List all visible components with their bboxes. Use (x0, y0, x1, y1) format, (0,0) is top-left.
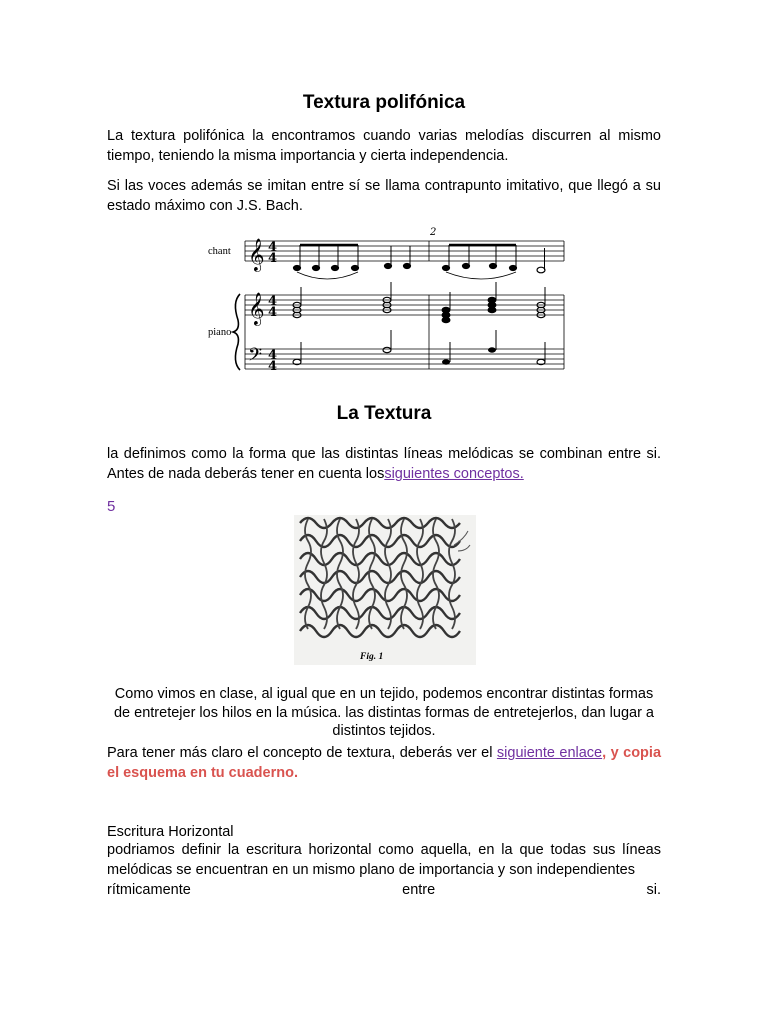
paragraph-link-text: Para tener más claro el concepto de textura, deberás ver el (107, 745, 497, 761)
paragraph-horizontal-text: podriamos definir la escritura horizontal como aquella, en la que todas sus líneas melódicas se encuentran en un mismo plano de importancia y son independientes (107, 842, 661, 878)
page-title: Textura polifónica (302, 92, 466, 113)
music-score (200, 222, 570, 374)
time-sig-bottom: 4 (268, 305, 278, 320)
time-sig-bottom: 4 (268, 251, 278, 266)
music-score-svg (200, 222, 570, 374)
measure-number: 2 (430, 227, 437, 238)
centered-paragraph: Como vimos en clase, al igual que en un tejido, podemos encontrar distintas formas de entretejer los hilos en la música. las distintas formas de entretejerlos, dan lugar a distintos tejidos. (113, 686, 654, 739)
word-ritmicamente: rítmicamente (107, 882, 191, 898)
word-entre: entre (402, 882, 436, 898)
concepts-link[interactable]: siguientes conceptos. (384, 466, 524, 482)
piano-label: piano (208, 327, 232, 338)
treble-clef-icon: 𝄞 (248, 292, 265, 325)
time-sig-bottom: 4 (268, 359, 278, 374)
time-sig-top: 4 (268, 348, 278, 363)
knit-fabric-figure (294, 515, 476, 665)
time-sig-top: 4 (268, 240, 278, 255)
word-si: si. (646, 882, 661, 898)
last-line (107, 880, 661, 900)
copy-instruction: , y copia el esquema en tu cuaderno. (107, 745, 662, 781)
paragraph-polyphonic: La textura polifónica la encontramos cuando varias melodías discurren al mismo tiempo, teniendo la misma importancia y cierta independencia. (107, 128, 661, 164)
paragraph-horizontal-writing (107, 840, 661, 900)
paragraph-definition (107, 444, 661, 484)
figure-caption: Fig. 1 (360, 652, 384, 662)
chant-label: chant (208, 246, 231, 257)
knit-fabric-image (294, 515, 476, 665)
bass-clef-icon: 𝄢 (248, 345, 263, 370)
time-sig-top: 4 (268, 294, 278, 309)
section-heading-horizontal: Escritura Horizontal (107, 824, 234, 840)
paragraph-definition-text: la definimos como la forma que las distintas líneas melódicas se combinan entre si. Antes de nada deberás tener en cuenta los (107, 446, 661, 482)
treble-clef-icon: 𝄞 (248, 238, 265, 271)
number-marker: 5 (107, 498, 116, 515)
section-title-la-textura: La Textura (336, 403, 432, 424)
paragraph-imitative: Si las voces además se imitan entre sí se llama contrapunto imitativo, que llegó a su estado máximo con J.S. Bach. (107, 178, 661, 214)
paragraph-link-instruction (107, 743, 661, 783)
siguiente-enlace-link[interactable]: siguiente enlace (496, 745, 603, 761)
